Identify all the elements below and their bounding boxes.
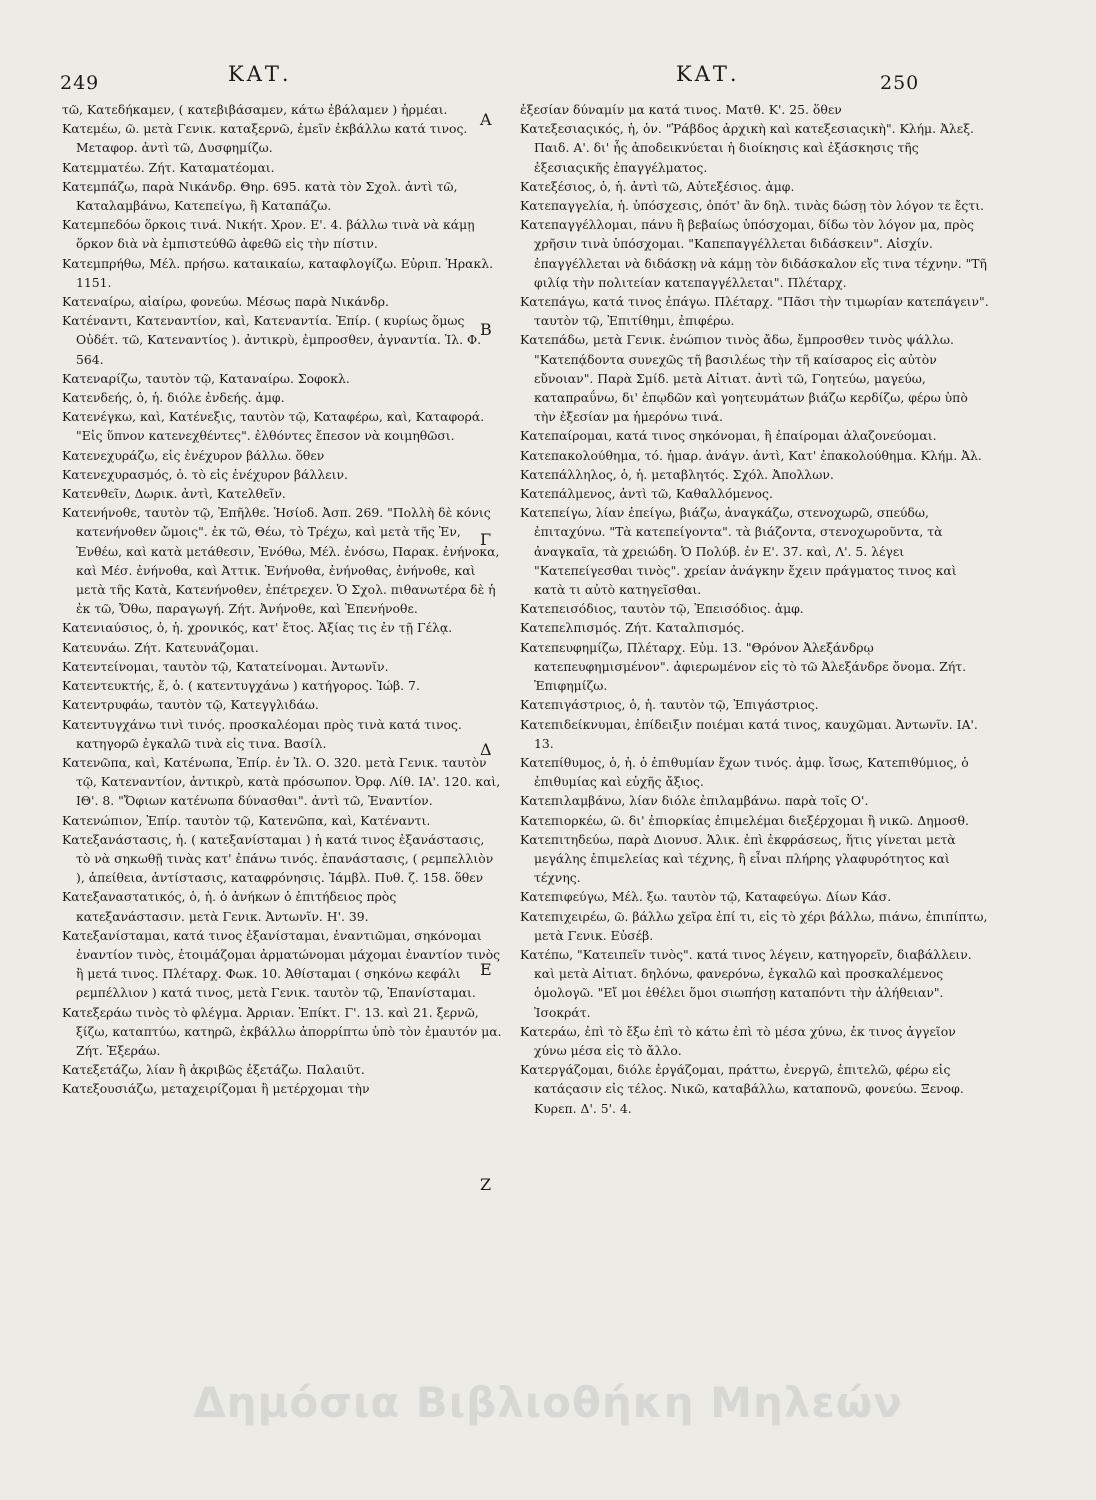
- section-letter-gamma: Γ: [480, 530, 492, 549]
- dictionary-entry: Κατεπιλαμβάνω, λίαν διόλε ἐπιλαμβάνω. παρὰ τοῖς Ο'.: [520, 793, 869, 809]
- dictionary-entry: Κατενώπιον, Ἐπίρ. ταυτὸν τῷ, Κατενῶπα, καὶ, Κατέναντι.: [62, 812, 431, 828]
- dictionary-entry: Κατεπιχειρέω, ῶ. βάλλω χεῖρα ἐπί τι, εἰς τὸ χέρι βάλλω, πιάνω, ἐπιπίπτω, μετὰ Γενικ. Εὐσέβ.: [520, 908, 988, 943]
- dictionary-entry: Κατεξανάστασις, ἡ. ( κατεξανίσταμαι ) ἡ κατά τινος ἐξανάστασις, τὸ νὰ σηκωθῇ τινὰς κατ' ἐπάνω τινός. ἐπανάστασις, ( ρεμπελλιὸν ), ἀπείθεια, ἀντίστασις, καταφρόνησις. Ἰάμβλ. Πυθ. ζ. 158. ὅθεν: [62, 831, 494, 886]
- dictionary-entry: Κατεξέσιος, ὁ, ἡ. ἀντὶ τῶ, Αὐτεξέσιος. ἀμφ.: [520, 178, 795, 194]
- dictionary-entry: Κατεμπάζω, παρὰ Νικάνδρ. Θηρ. 695. κατὰ τὸν Σχολ. ἀντὶ τῶ, Καταλαμβάνω, Κατεπείγω, ἢ Καταπάζω.: [62, 178, 458, 214]
- right-column: [520, 100, 990, 1118]
- dictionary-entry: Κατεπάλμενος, ἀντὶ τῶ, Καθαλλόμενος.: [520, 486, 773, 502]
- dictionary-entry: Κατεπαγγέλλομαι, πάνυ ἢ βεβαίως ὑπόσχομαι, δίδω τὸν λόγον μα, πρὸς χρῆσιν τινὰ ὑπόσχομαι. "Καπεπαγγέλλεται διδάσκειν". Αἰσχίν. ἐπαγγέλλεται νὰ διδάσκῃ νὰ κάμῃ τὸν διδάσκαλον εἴς τινα τέχνην. "Τῆ φιλίᾳ τὴν πολιτείαν κατεπαγγέλλεται". Πλέταρχ.: [520, 217, 987, 290]
- dictionary-entry: Κατεξεράω τινὸς τὸ φλέγμα. Ἀρριαν. Ἐπίκτ. Γ'. 13. καὶ 21. ξερνῶ, ξίζω, καταπτύω, κατηρῶ, ἐκβάλλω ἀπορρίπτω ὑπὸ τὸν ἐμαυτόν μα. Ζήτ. Ἐξεράω.: [62, 1004, 502, 1058]
- dictionary-entry: Κατενῶπα, καὶ, Κατένωπα, Ἐπίρ. ἐν Ἰλ. Ο. 320. μετὰ Γενικ. ταυτὸν τῷ, Κατεναντίον, ἀντικρὺ, κατὰ πρόσωπον. Ὀρφ. Λίθ. ΙΑ'. 120. καὶ, ΙΘ'. 8. "Ὄφιων κατένωπα δύνασθαι". ἀντὶ τῶ, Ἐναντίον.: [62, 754, 501, 809]
- dictionary-entry: Κατεπάγω, κατά τινος ἐπάγω. Πλέταρχ. "Πᾶσι τὴν τιμωρίαν κατεπάγειν". ταυτὸν τῷ, Ἐπιτίθημι, ἐπιφέρω.: [520, 294, 989, 329]
- dictionary-entry: Κατεναρίζω, ταυτὸν τῷ, Καταναίρω. Σοφοκλ.: [62, 370, 350, 386]
- library-watermark: Δημόσια Βιβλιοθήκη Μηλεών: [193, 1378, 903, 1427]
- dictionary-entry: Κατενεχυράζω, εἰς ἐνέχυρον βάλλω. ὅθεν: [62, 447, 325, 463]
- dictionary-entry: Κατεπείγω, λίαν ἐπείγω, βιάζω, ἀναγκάζω, στενοχωρῶ, σπεύδω, ἐπιταχύνω. "Τὰ κατεπείγοντα". τὰ βιάζοντα, στενοχωροῦντα, τὰ ἀναγκαῖα, τὰ χρειώδη. Ὁ Πολύβ. ἐν Ε'. 37. καὶ, Λ'. 5. λέγει "Κατεπείγεσθαι τινὸς". χρείαν ἀνάγκην ἔχειν πράγματος τινος καὶ κατὰ τι αὐτὸ κατηγεῖσθαι.: [520, 505, 957, 598]
- dictionary-entry: Κατεπιορκέω, ῶ. δι' ἐπιορκίας ἐπιμελέμαι διεξέρχομαι ἢ νικῶ. Δημοσθ.: [520, 812, 969, 828]
- dictionary-entry: τῶ, Κατεδήκαμεν, ( κατεβιβάσαμεν, κάτω ἐβάλαμεν ) ἠρμέαι.: [62, 102, 448, 117]
- dictionary-entry: Κατενδεής, ὁ, ἡ. διόλε ἐνδεής. ἀμφ.: [62, 390, 285, 406]
- dictionary-entry: Κατεπιφεύγω, Μέλ. ξω. ταυτὸν τῷ, Καταφεύγω. Δίων Κάσ.: [520, 889, 892, 905]
- dictionary-entry: Κατεπίθυμος, ὁ, ἡ. ὁ ἐπιθυμίαν ἔχων τινός. ἀμφ. ἴσως, Κατεπιθύμιος, ὁ ἐπιθυμίας καὶ εὐχῆς ἄξιος.: [520, 754, 969, 790]
- dictionary-entry: Κατεναίρω, αἰαίρω, φονεύω. Μέσως παρὰ Νικάνδρ.: [62, 294, 389, 310]
- dictionary-entry: Κατεπάδω, μετὰ Γενικ. ἐνώπιον τινὸς ἄδω, ἔμπροσθεν τινὸς ψάλλω. "Κατεπᾴδοντα συνεχῶς τῆ βασιλέως τὴν τῆ καίσαρος εἰς αὐτὸν εὔνοιαν". Παρὰ Σμίδ. μετὰ Αἰτιατ. ἀντὶ τῶ, Γοητεύω, μαγεύω, καταπραΰνω, δι' ἐπῳδῶν καὶ γοητευμάτων βιάζω κερδίζω, φέρω ὑπὸ τὴν ἐξεσίαν μα ἡμερόνω τινά.: [520, 332, 968, 425]
- dictionary-entry: Κατεπαίρομαι, κατά τινος σηκόνομαι, ἢ ἐπαίρομαι ἀλαζονεύομαι.: [520, 428, 937, 444]
- dictionary-entry: Κατενιαύσιος, ὁ, ἡ. χρονικός, κατ' ἔτος. Ἀξίας τις ἐν τῇ Γέλᾳ.: [62, 620, 453, 636]
- dictionary-entry: Κατεπεισόδιος, ταυτὸν τῷ, Ἐπεισόδιος. ἀμφ.: [520, 601, 804, 617]
- left-page-number: 249: [60, 72, 100, 94]
- section-letter-epsilon: Ε: [480, 960, 492, 979]
- section-letter-alpha: Α: [480, 110, 492, 129]
- dictionary-entry: Κατεράω, ἐπὶ τὸ ἔξω ἐπὶ τὸ κάτω ἐπὶ τὸ μέσα χύνω, ἐκ τινος ἀγγεῖον χύνω μέσα εἰς τὸ ἄλλο.: [520, 1023, 956, 1058]
- dictionary-entry: Κατεπάλληλος, ὁ, ἡ. μεταβλητός. Σχόλ. Ἀπολλων.: [520, 466, 834, 482]
- dictionary-entry: Κατενεχυρασμός, ὁ. τὸ εἰς ἐνέχυρον βάλλειν.: [62, 466, 348, 482]
- dictionary-entry: Κατεργάζομαι, διόλε ἐργάζομαι, πράττω, ἐνεργῶ, ἐπιτελῶ, φέρω εἰς κατάςασιν εἰς τέλος. Νικῶ, καταβάλλω, καταπονῶ, φονεύω. Ξενοφ. Κυρεπ. Δ'. 5'. 4.: [520, 1062, 964, 1116]
- dictionary-entry: Κατεξαναστατικός, ὁ, ἡ. ὁ ἀνήκων ὁ ἐπιτήδειος πρὸς κατεξανάστασιν. μετὰ Γενικ. Ἀντωνῖν. Η'. 39.: [62, 889, 397, 924]
- dictionary-entry: Κατεξουσιάζω, μεταχειρίζομαι ἢ μετέρχομαι τὴν: [62, 1081, 370, 1097]
- dictionary-entry: Κατεξετάζω, λίαν ἢ ἀκριβῶς ἐξετάζω. Παλαιῦτ.: [62, 1062, 365, 1078]
- section-letters: [470, 100, 510, 1400]
- dictionary-entry: Κατεπευφημίζω, Πλέταρχ. Εὐμ. 13. "Θρόνον Ἀλεξάνδρῳ κατεπευφημισμένον". ἀφιερωμένον εἰς τὸ τῶ Ἀλεξάνδρε ὄνομα. Ζήτ. Ἐπιφημίζω.: [520, 639, 967, 694]
- dictionary-entry: Κατεμέω, ῶ. μετὰ Γενικ. καταξερνῶ, ἐμεῖν ἐκβάλλω κατά τινος. Μεταφορ. ἀντὶ τῶ, Δυσφημίζω.: [62, 121, 468, 156]
- dictionary-entry: Κατεξεσιαςικός, ἡ, ὁν. "Ῥάβδος ἀρχικὴ καὶ κατεξεσιαςικὴ". Κλήμ. Ἀλεξ. Παιδ. Α'. δι' ἧς ἀποδεικνύεται ἡ διοίκησις καὶ ἐξάσκησις τῆς ἐξεσιαςικῆς ἐπαγγέλματος.: [520, 121, 974, 175]
- dictionary-entry: ἐξεσίαν δύναμίν μα κατά τινος. Ματθ. Κ'. 25. ὅθεν: [520, 102, 842, 117]
- dictionary-entry: Κατεμπρήθω, Μέλ. πρήσω. καταικαίω, καταφλογίζω. Εὐριπ. Ἡρακλ. 1151.: [62, 255, 494, 290]
- dictionary-entry: Κατεπιγάστριος, ὁ, ἡ. ταυτὸν τῷ, Ἐπιγάστριος.: [520, 697, 819, 713]
- right-page-number: 250: [880, 72, 920, 94]
- dictionary-entry: Κατεντυγχάνω τινὶ τινός. προσκαλέομαι πρὸς τινὰ κατά τινος. κατηγορῶ ἐγκαλῶ τινὰ εἰς τινα. Βασίλ.: [62, 716, 462, 751]
- dictionary-entry: Κατευνάω. Ζήτ. Κατευνάζομαι.: [62, 639, 259, 655]
- page-header: [0, 62, 1096, 102]
- dictionary-entry: Κατενήνοθε, ταυτὸν τῷ, Ἐπῆλθε. Ἡσίοδ. Ἀσπ. 269. "Πολλὴ δὲ κόνις κατενήνοθεν ὤμοις". ἐκ τῶ, Θέω, τὸ Τρέχω, καὶ μετὰ τῆς Ἐν, Ἐνθέω, καὶ κατὰ μετάθεσιν, Ἐνόθω, Μέλ. ἐνόσω, Παρακ. ἐνήνοκα, καὶ Μέσ. ἐνήνοθα, καὶ Ἀττικ. Ἐνήνοθα, ἐνήνοθας, ἐνήνοθε, καὶ μετὰ τῆς Κατὰ, Κατενήνοθεν, ἐπέτρεχεν. Ὁ Σχολ. πιθανωτέρα δὲ ἡ ἐκ τῶ, Ὄθω, παραγωγή. Ζήτ. Ἀνήνοθε, καὶ Ἐπενήνοθε.: [62, 505, 500, 617]
- dictionary-entry: Κατέπω, "Κατειπεῖν τινὸς". κατά τινος λέγειν, κατηγορεῖν, διαβάλλειν. καὶ μετὰ Αἰτιατ. δηλόνω, φανερόνω, ἐγκαλῶ καὶ προσκαλέμενος ὁμολογῶ. "Εἴ μοι ἐθέλει ὅμοι σιωπήσῃ καταπόντι τὴν ἀλήθειαν". Ἰσοκράτ.: [520, 946, 972, 1020]
- dictionary-entry: Κατεπακολούθημα, τό. ἡμαρ. ἀνάγν. ἀντὶ, Κατ' ἐπακολούθημα. Κλήμ. Ἀλ.: [520, 447, 982, 463]
- dictionary-entry: Κατεπιδείκνυμαι, ἐπίδειξιν ποιέμαι κατά τινος, καυχῶμαι. Ἀντωνῖν. ΙΑ'. 13.: [520, 716, 978, 751]
- dictionary-entry: Κατεντείνομαι, ταυτὸν τῷ, Κατατείνομαι. Ἀντωνῖν.: [62, 658, 389, 674]
- dictionary-entry: Κατεντευκτής, ἕ, ὁ. ( κατεντυγχάνω ) κατήγορος. Ἰώβ. 7.: [62, 678, 420, 694]
- dictionary-entry: Κατενέγκω, καὶ, Κατένεξις, ταυτὸν τῷ, Καταφέρω, καὶ, Καταφορά. "Εἰς ὕπνον κατενεχθέντες". ἐλθόντες ἔπεσον νὰ κοιμηθῶσι.: [62, 409, 485, 444]
- left-running-head: ΚΑΤ.: [228, 62, 292, 86]
- dictionary-entry: Κατέναντι, Κατεναντίον, καὶ, Κατεναντία. Ἐπίρ. ( κυρίως ὅμως Οὐδέτ. τῶ, Κατεναντίος ). ἀντικρὺ, ἐμπροσθεν, ἀγναντία. Ἰλ. Φ. 564.: [62, 313, 482, 367]
- section-letter-zeta: Ζ: [480, 1175, 492, 1194]
- section-letter-beta: Β: [480, 320, 492, 339]
- dictionary-entry: Κατεπελπισμός. Ζήτ. Καταλπισμός.: [520, 620, 745, 636]
- section-letter-delta: Δ: [480, 740, 492, 759]
- dictionary-entry: Κατενθεῖν, Δωρικ. ἀντὶ, Κατελθεῖν.: [62, 486, 286, 502]
- left-column: [62, 100, 502, 1099]
- dictionary-entry: Κατεπαγγελία, ἡ. ὑπόσχεσις, ὁπότ' ἂν δηλ. τινὰς δώσῃ τὸν λόγον τε ἔςτι.: [520, 198, 985, 214]
- dictionary-entry: Κατεμματέω. Ζήτ. Καταματέομαι.: [62, 159, 275, 175]
- dictionary-entry: Κατεπιτηδεύω, παρὰ Διονυσ. Ἁλικ. ἐπὶ ἐκφράσεως, ἥτις γίνεται μετὰ μεγάλης ἐπιμελείας καὶ τέχνης, ἢ εἶναι πλήρης γλαφυρότητος καὶ τέχνης.: [520, 831, 956, 886]
- dictionary-entry: Κατεμπεδόω ὅρκοις τινά. Νικήτ. Χρον. Ε'. 4. βάλλω τινὰ νὰ κάμῃ ὅρκον διὰ νὰ ἐμπιστεύθῶ ἀφεθῶ εἰς τὴν πίστιν.: [62, 217, 475, 252]
- dictionary-entry: Κατεντρυφάω, ταυτὸν τῷ, Κατεγγλιδάω.: [62, 697, 319, 713]
- dictionary-entry: Κατεξανίσταμαι, κατά τινος ἐξανίσταμαι, ἐναντιῶμαι, σηκόνομαι ἐναντίον τινὸς, ἑτοιμάζομαι ἀρματώνομαι μάχομαι ἐναντίον τινὸς ἢ μετά τινος. Πλέταρχ. Φωκ. 10. Ἀθίσταμαι ( σηκόνω κεφάλι ρεμπέλλιον ) κατά τινος, μετὰ Γενικ. ταυτὸν τῷ, Ἐπανίσταμαι.: [62, 927, 501, 1001]
- right-running-head: ΚΑΤ.: [676, 62, 740, 86]
